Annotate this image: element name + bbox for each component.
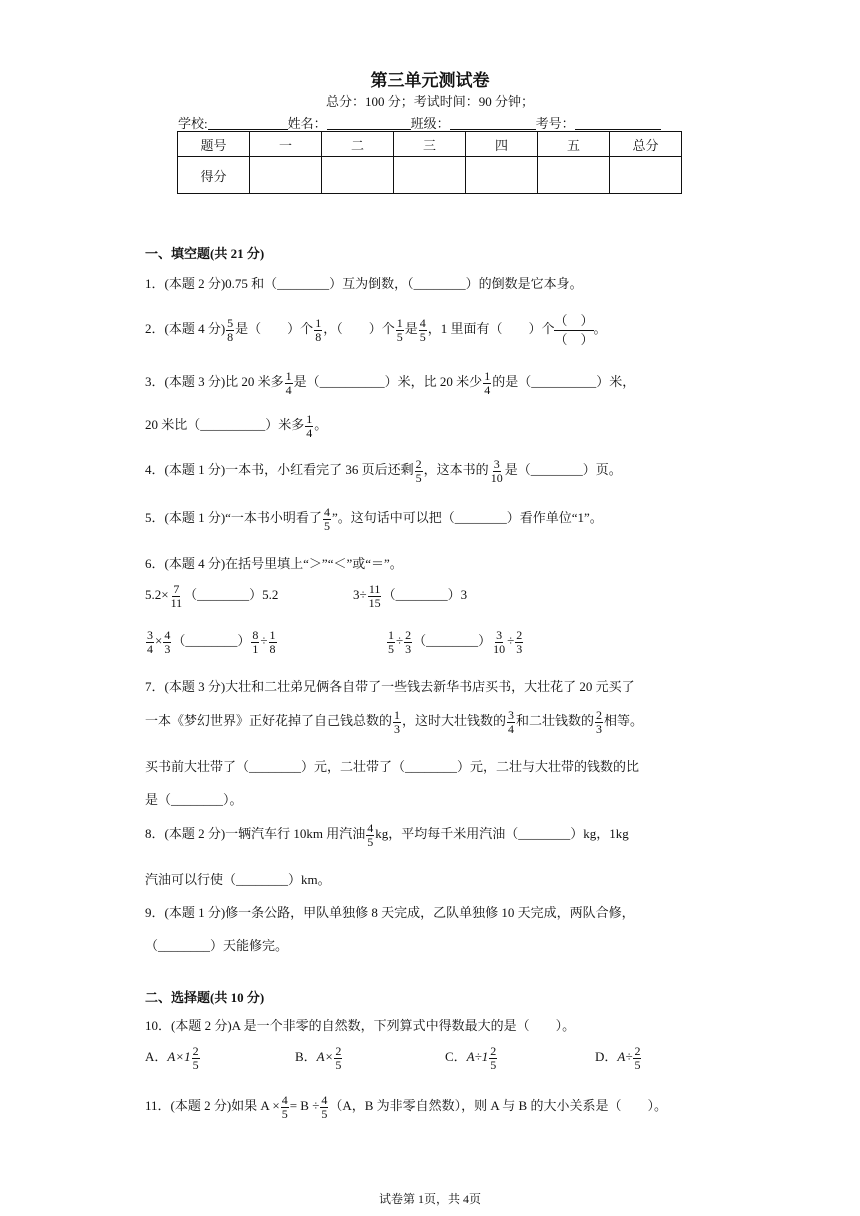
header-cell: 四: [466, 132, 538, 157]
fraction: $\frac{1}{8}$: [315, 315, 322, 344]
name-field[interactable]: [327, 116, 411, 130]
question-10-option-a[interactable]: A．A×1 $\frac{2}{5}$: [145, 1044, 199, 1072]
student-info-line: [178, 113, 661, 132]
score-table-row: [178, 157, 682, 194]
question-6-item-2: 3÷ $\frac{11}{15}$ （________）3: [353, 582, 468, 610]
question-7-line-4: 是（________）。: [145, 792, 243, 807]
question-5: 5．(本题 1 分)“一本书小明看了 $\frac{4}{5}$ ”。这句话中可以把（________）看作单位“1”。: [145, 505, 603, 533]
fraction: $\frac{2}{3}$: [596, 708, 603, 736]
class-field[interactable]: [450, 116, 536, 130]
score-cell[interactable]: [394, 157, 466, 194]
question-6-item-1: 5.2× $\frac{7}{11}$ （________）5.2: [145, 582, 279, 610]
question-7-line-3: 买书前大壮带了（________）元，二壮带了（________）元，二壮与大壮带的钱数的比: [145, 759, 640, 774]
question-10-option-d[interactable]: D．A÷ $\frac{2}{5}$: [595, 1044, 641, 1072]
fraction: $\frac{11}{15}$: [368, 582, 381, 610]
question-6-item-3: $\frac{3}{4}$ × $\frac{4}{3}$ （________） $\frac{8}{1}$ ÷ $\frac{1}{8}$: [147, 628, 276, 656]
fraction: $\frac{1}{8}$: [269, 628, 276, 656]
fraction: $\frac{7}{11}$: [170, 582, 183, 610]
fraction: $\frac{1}{5}$: [396, 315, 403, 344]
score-cell[interactable]: [538, 157, 610, 194]
page-title: 第三单元测试卷: [370, 71, 490, 90]
question-9-line-2: （________）天能修完。: [145, 938, 289, 953]
score-cell[interactable]: [466, 157, 538, 194]
header-cell: 三: [394, 132, 466, 157]
fraction: $\frac{3}{4}$: [508, 708, 515, 736]
question-10: 10．(本题 2 分)A 是一个非零的自然数，下列算式中得数最大的是（ ）。: [145, 1018, 576, 1033]
question-10-option-c[interactable]: C．A÷1 $\frac{2}{5}$: [445, 1044, 497, 1072]
page-footer: 试卷第 1页，共 4页: [378, 1192, 481, 1206]
fraction: $\frac{1}{3}$: [394, 708, 401, 736]
header-cell: 题号: [178, 132, 250, 157]
exam-no-label: 考号：: [535, 116, 575, 131]
question-6-item-4: $\frac{1}{5}$ ÷ $\frac{2}{3}$ （________） $\frac{3}{10}$ ÷ $\frac{2}{3}$: [388, 628, 523, 656]
fraction: $\frac{4}{3}$: [164, 628, 171, 656]
question-6: 6．(本题 4 分)在括号里填上“＞”“＜”或“＝”。: [145, 556, 403, 571]
fraction: $\frac{3}{10}$: [490, 457, 503, 485]
exam-subtitle: 总分：100 分；考试时间：90 分钟；: [325, 94, 534, 109]
fraction: $\frac{2}{3}$: [516, 628, 523, 656]
header-cell: 二: [322, 132, 394, 157]
question-2: 2．(本题 4 分) $\frac{5}{8}$ 是（ ）个 $\frac{1}{8}$ ，（ ）个 $\frac{1}{5}$ 是 $\frac{4}{5}$ ，1 里面有（ ）个 （ ） （ ） 。: [145, 313, 607, 347]
section-heading: 二、选择题(共 10 分): [145, 990, 265, 1005]
header-cell: 总分: [610, 132, 682, 157]
fraction: $\frac{4}{5}$: [321, 1093, 328, 1121]
fraction: $\frac{4}{5}$: [419, 315, 426, 344]
fraction: $\frac{1}{5}$: [388, 628, 394, 656]
score-cell[interactable]: [610, 157, 682, 194]
fraction: $\frac{2}{3}$: [405, 628, 412, 656]
class-label: 班级：: [410, 116, 450, 131]
section-heading: 一、填空题(共 21 分): [145, 246, 265, 261]
question-7-line-1: 7．(本题 3 分)大壮和二壮弟兄俩各自带了一些钱去新华书店买书，大壮花了 20 元买了: [145, 679, 635, 694]
fraction: $\frac{4}{5}$: [367, 821, 374, 849]
question-8-line-1: 8．(本题 2 分)一辆汽车行 10km 用汽油 $\frac{4}{5}$ kg，平均每千米用汽油（________）kg，1kg: [145, 821, 629, 849]
question-1: 1．(本题 2 分)0.75 和（________）互为倒数，（________）的倒数是它本身。: [145, 276, 583, 291]
score-table-header: [178, 132, 682, 157]
header-cell: 五: [538, 132, 610, 157]
score-cell[interactable]: [322, 157, 394, 194]
score-cell[interactable]: [250, 157, 322, 194]
question-3-line-1: 3．(本题 3 分)比 20 米多 $\frac{1}{4}$ 是（__________）米，比 20 米少 $\frac{1}{4}$ 的是（__________）米，: [145, 369, 636, 397]
question-4: 4．(本题 1 分)一本书，小红看完了 36 页后还剩 $\frac{2}{5}$ ，这本书的 $\frac{3}{10}$ 是（________）页。: [145, 457, 622, 485]
blank-fraction[interactable]: （ ） （ ）: [554, 313, 594, 347]
fraction: $\frac{1}{4}$: [484, 369, 491, 397]
fraction: $\frac{8}{1}$: [252, 628, 259, 656]
school-label: 学校:: [178, 116, 208, 131]
question-3-line-2: 20 米比（__________）米多 $\frac{1}{4}$ 。: [145, 412, 328, 440]
fraction: $\frac{5}{8}$: [227, 315, 234, 344]
fraction: $\frac{4}{5}$: [323, 505, 330, 533]
fraction: $\frac{2}{5}$: [415, 457, 422, 485]
question-9-line-1: 9．(本题 1 分)修一条公路，甲队单独修 8 天完成，乙队单独修 10 天完成，两队合修，: [145, 905, 635, 920]
fraction: $\frac{2}{5}$: [335, 1044, 342, 1072]
question-11: 11．(本题 2 分)如果 A × $\frac{4}{5}$ = B ÷ $\frac{4}{5}$ （A，B 为非零自然数），则 A 与 B 的大小关系是（ ）。: [145, 1093, 667, 1121]
fraction: $\frac{2}{5}$: [192, 1044, 199, 1072]
score-table: [177, 131, 682, 194]
fraction: $\frac{3}{4}$: [147, 628, 153, 656]
question-7-line-2: 一本《梦幻世界》正好花掉了自己钱总数的 $\frac{1}{3}$ ，这时大壮钱数的 $\frac{3}{4}$ 和二壮钱数的 $\frac{2}{3}$ 相等。: [145, 708, 644, 736]
fraction: $\frac{1}{4}$: [285, 369, 292, 397]
fraction: $\frac{4}{5}$: [281, 1093, 288, 1121]
header-cell: 一: [250, 132, 322, 157]
fraction: $\frac{2}{5}$: [634, 1044, 641, 1072]
exam-no-field[interactable]: [575, 116, 661, 130]
fraction: $\frac{2}{5}$: [490, 1044, 497, 1072]
fraction: $\frac{3}{10}$: [493, 628, 506, 656]
row-label: 得分: [178, 157, 250, 194]
fraction: $\frac{1}{4}$: [306, 412, 313, 440]
name-label: 姓名：: [287, 116, 327, 131]
question-10-option-b[interactable]: B．A× $\frac{2}{5}$: [295, 1044, 342, 1072]
school-field[interactable]: [208, 116, 288, 130]
question-8-line-2: 汽油可以行使（________）km。: [145, 872, 331, 887]
